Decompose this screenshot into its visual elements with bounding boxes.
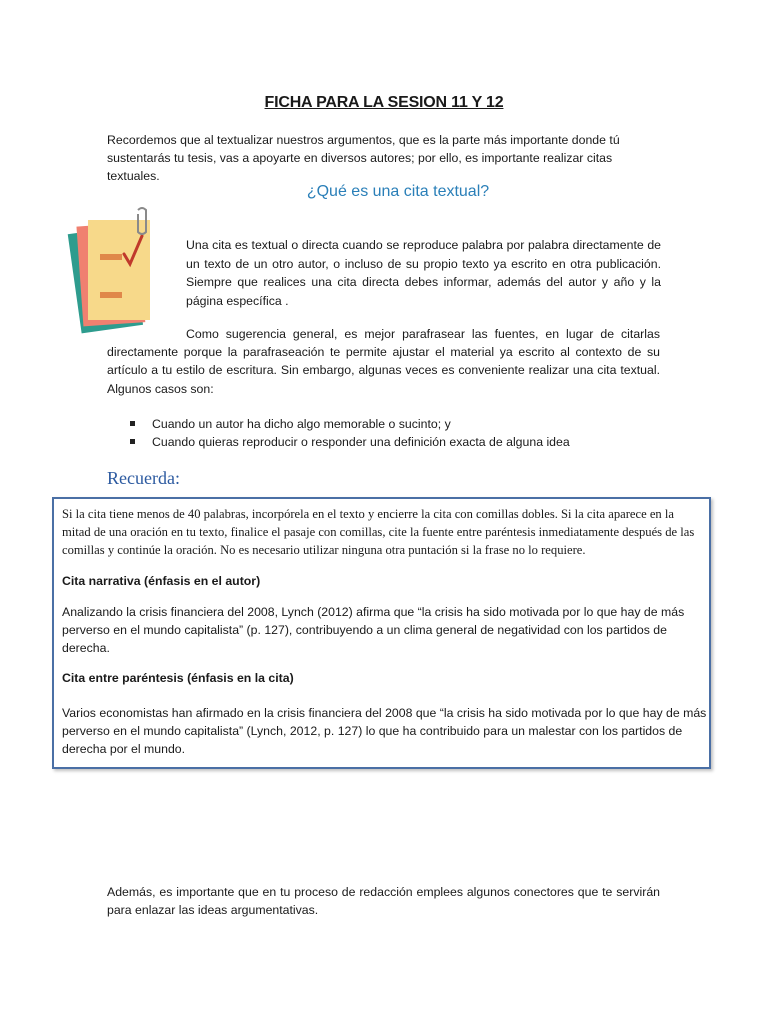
list-item: Cuando quieras reproducir o responder una definición exacta de alguna idea [128, 433, 570, 451]
cases-list [128, 415, 570, 451]
reminder-text: Si la cita tiene menos de 40 palabras, incorpórela en el texto y encierre la cita con comillas dobles. Si la cita aparece en la mitad de una oración en tu texto, finalice el pasaje con comillas, cite la fuente entre paréntesis inmediatamente después de las comillas y continúe la oración. No es necesario utilizar ninguna otra puntación si la frase no lo requiere. [62, 507, 695, 557]
parenthetical-citation-heading: Cita entre paréntesis (énfasis en la cita) [62, 671, 294, 685]
parenthetical-citation-example: Varios economistas han afirmado en la crisis financiera del 2008 que “la crisis ha sido motivada por lo que hay de más perverso en el mundo capitalista” (Lynch, 2012, p. 127) lo que ha contribuido para un malestar con los partidos de derecha por el mundo. [62, 706, 707, 756]
list-item: Cuando un autor ha dicho algo memorable o sucinto; y [128, 415, 570, 433]
suggestion-paragraph: Como sugerencia general, es mejor parafrasear las fuentes, en lugar de citarlas directamente porque la parafraseación te permite ajustar el material ya escrito al contexto de su artículo a tu estilo de escritura. Sin embargo, algunas veces es conveniente realizar una cita textual. Algunos casos son: [107, 327, 660, 396]
reminder-box [52, 497, 711, 769]
recuerda-heading: Recuerda: [107, 468, 180, 488]
section-subtitle: ¿Qué es una cita textual? [306, 183, 490, 200]
definition-paragraph: Una cita es textual o directa cuando se reproduce palabra por palabra directamente de un texto de un otro autor, o incluso de su propio texto ya escrito en otra publicación. Siempre que realices una cita directa debes informar, además del autor y año y la página específica . [186, 238, 661, 308]
narrative-citation-example: Analizando la crisis financiera del 2008, Lynch (2012) afirma que “la crisis ha sido motivada por lo que hay de más perverso en el mundo capitalista” (p. 127), contribuyendo a un clima general de negatividad con los partidos de derecha. [62, 605, 685, 655]
closing-paragraph: Además, es importante que en tu proceso de redacción emplees algunos conectores que te servirán para enlazar las ideas argumentativas. [107, 885, 660, 917]
intro-paragraph: Recordemos que al textualizar nuestros argumentos, que es la parte más importante donde tú sustentarás tu tesis, vas a apoyarte en diversos autores; por ello, es importante realizar citas textuales. [107, 133, 620, 183]
page-title: FICHA PARA LA SESION 11 Y 12 [264, 94, 504, 111]
narrative-citation-heading: Cita narrativa (énfasis en el autor) [62, 574, 261, 588]
sticky-notes-checklist-icon [66, 206, 166, 341]
